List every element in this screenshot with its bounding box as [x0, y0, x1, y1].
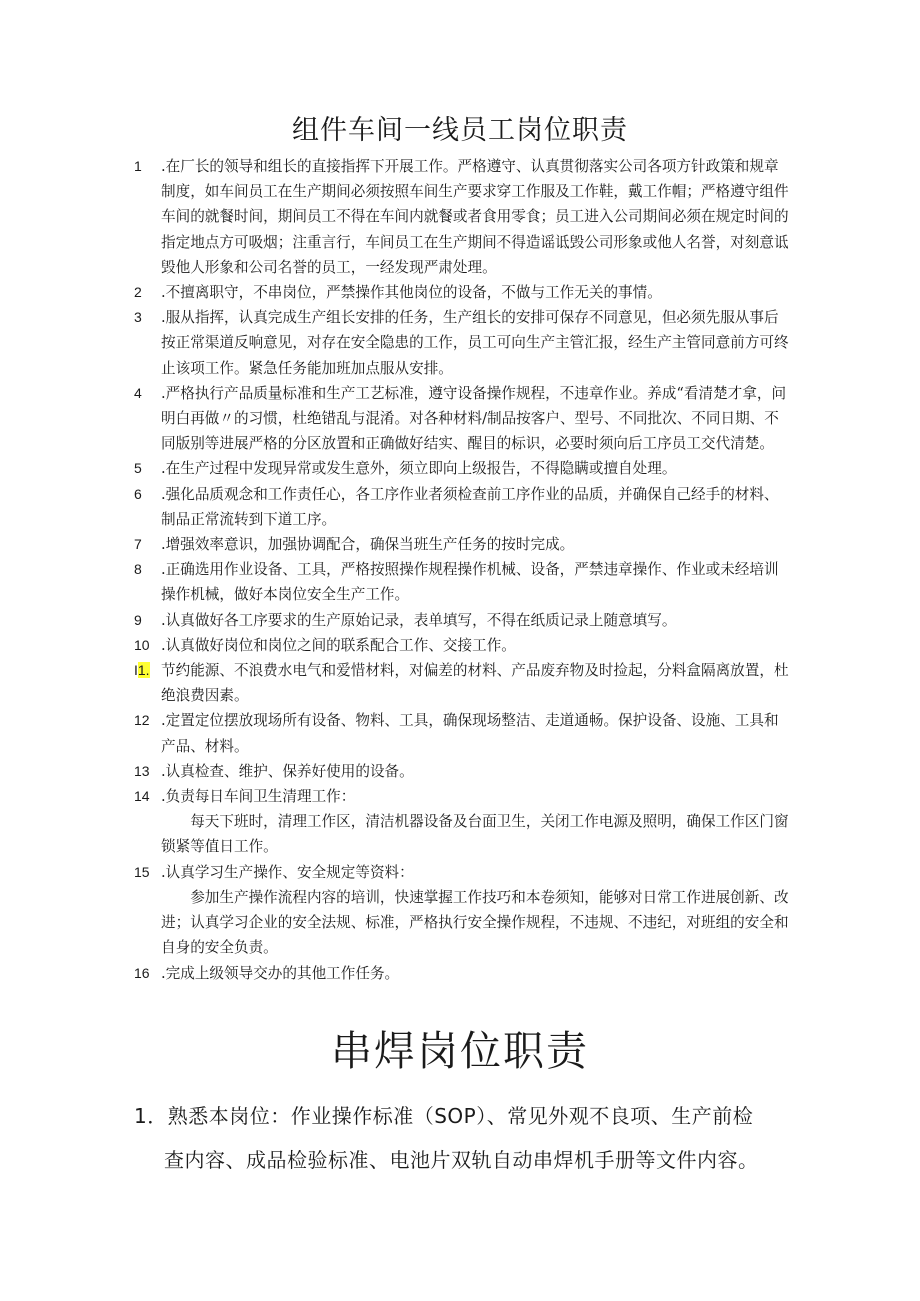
item-text: .认真做好岗位和岗位之间的联系配合工作、交接工作。: [161, 636, 516, 654]
item-number: 1: [134, 158, 142, 174]
list-item: [134, 860, 789, 885]
item-text: .负责每日车间卫生清理工作：: [161, 788, 356, 806]
item-number: 13: [134, 762, 150, 779]
list-item: [134, 456, 789, 481]
list-item: [134, 708, 789, 758]
item-text: .在厂长的领导和组长的直接指挥下开展工作。严格遵守、认真贯彻落实公司各项方针政策和规章制度，如车间员工在生产期间必须按照车间生产要求穿工作服及工作鞋，戴工作帽；严格遵守组件车间的就餐时间，期间员工不得在车间内就餐或者食用零食；员工进入公司期间必须在规定时间的指定地点方可吸烟；注重言行，车间员工在生产期间不得造谣诋毁公司形象或他人名誉，对刻意诋毁他人形象和公司名誉的员工，一经发现严肃处理。: [161, 158, 789, 276]
section-body: [134, 1096, 794, 1184]
item-text: .严格执行产品质量标准和生产工艺标准，遵守设备操作规程，不违章作业。养成“看清楚才拿，问明白再做〃的习惯，杜绝错乱与混淆。对各种材料/制品按客户、型号、不同批次、不同日期、不同版别等进展严格的分区放置和正确做好结实、醒目的标识，必要时须向后工序员工交代清楚。: [161, 384, 787, 453]
item-number: 6: [134, 485, 142, 502]
item-number: [134, 658, 150, 683]
item-text: 节约能源、不浪费水电气和爱惜材料，对偏差的材料、产品废弃物及时捡起，分料盒隔离放置，杜绝浪费因素。: [161, 662, 789, 705]
item-text: .认真做好各工序要求的生产原始记录，表单填写，不得在纸质记录上随意填写。: [161, 611, 677, 629]
item-text: .认真学习生产操作、安全规定等资料：: [161, 863, 414, 881]
list-item: [134, 532, 789, 557]
item-text: .完成上级领导交办的其他工作任务。: [161, 964, 400, 982]
item-number: 7: [134, 536, 142, 553]
list-item: [134, 608, 789, 633]
highlighted-number: 1.: [137, 662, 150, 679]
list-item: [134, 280, 789, 305]
item-text: .增强效率意识，加强协调配合，确保当班生产任务的按时完成。: [161, 536, 575, 554]
item-number: 4: [134, 384, 142, 401]
item-text: .服从指挥，认真完成生产组长安排的任务，生产组长的安排可保存不同意见，但必须先服从事后按正常渠道反响意见，对存在安全隐患的工作，员工可向生产主管汇报，经生产主管同意前方可终止该项工作。紧急任务能加班加点服从安排。: [161, 309, 789, 377]
list-item: [134, 381, 789, 457]
page-title: 组件车间一线员工岗位职责: [292, 115, 628, 146]
list-item: [134, 482, 789, 532]
item-number: 8: [134, 561, 142, 578]
list-item: [134, 557, 789, 607]
item-subtext: 参加生产操作流程内容的培训，快速掌握工作技巧和本卷须知，能够对日常工作进展创新、改进；认真学习企业的安全法规、标准，严格执行安全操作规程，不违规、不违纪，对班组的安全和自身的安全负责。: [161, 888, 789, 957]
item-number: 3: [134, 309, 142, 326]
list-item: [134, 658, 789, 708]
item-number: 14: [134, 788, 150, 805]
section-line: 1．熟悉本岗位：作业操作标准（SOP）、常见外观不良项、生产前检: [134, 1104, 754, 1128]
item-number: 15: [134, 863, 150, 880]
duty-list: [134, 154, 789, 986]
list-item: [134, 154, 789, 280]
list-item: [134, 305, 789, 381]
section-title: 串焊岗位职责: [331, 1027, 589, 1075]
item-text: .强化品质观念和工作责任心，各工序作业者须检查前工序作业的品质，并确保自己经手的材料、制品正常流转到下道工序。: [161, 485, 779, 528]
list-item: [134, 759, 789, 784]
item-number: 5: [134, 460, 142, 477]
list-item: [134, 961, 789, 986]
item-text: .正确选用作业设备、工具，严格按照操作规程操作机械、设备，严禁违章操作、作业或未经培训操作机械，做好本岗位安全生产工作。: [161, 561, 779, 604]
section-line-continued: 查内容、成品检验标准、电池片双轨自动串焊机手册等文件内容。: [164, 1148, 759, 1172]
item-number-prefix: I: [134, 662, 138, 679]
list-item: [134, 633, 789, 658]
item-number: 9: [134, 611, 142, 628]
item-text: .定置定位摆放现场所有设备、物料、工具，确保现场整洁、走道通畅。保护设备、设施、工具和产品、材料。: [161, 712, 779, 755]
item-subtext: 每天下班时，清理工作区，清洁机器设备及台面卫生，关闭工作电源及照明，确保工作区门窗锁紧等值日工作。: [161, 813, 789, 856]
item-number: 10: [134, 636, 150, 653]
item-number: 2: [134, 284, 142, 301]
item-text: .认真检查、维护、保养好使用的设备。: [161, 762, 414, 780]
item-text: .不擅离职守，不串岗位，严禁操作其他岗位的设备，不做与工作无关的事情。: [161, 284, 662, 302]
item-number: 16: [134, 964, 150, 981]
list-item: [134, 784, 789, 809]
item-text: .在生产过程中发现异常或发生意外，须立即向上级报告，不得隐瞒或擅自处理。: [161, 460, 677, 478]
item-number: 12: [134, 712, 150, 729]
